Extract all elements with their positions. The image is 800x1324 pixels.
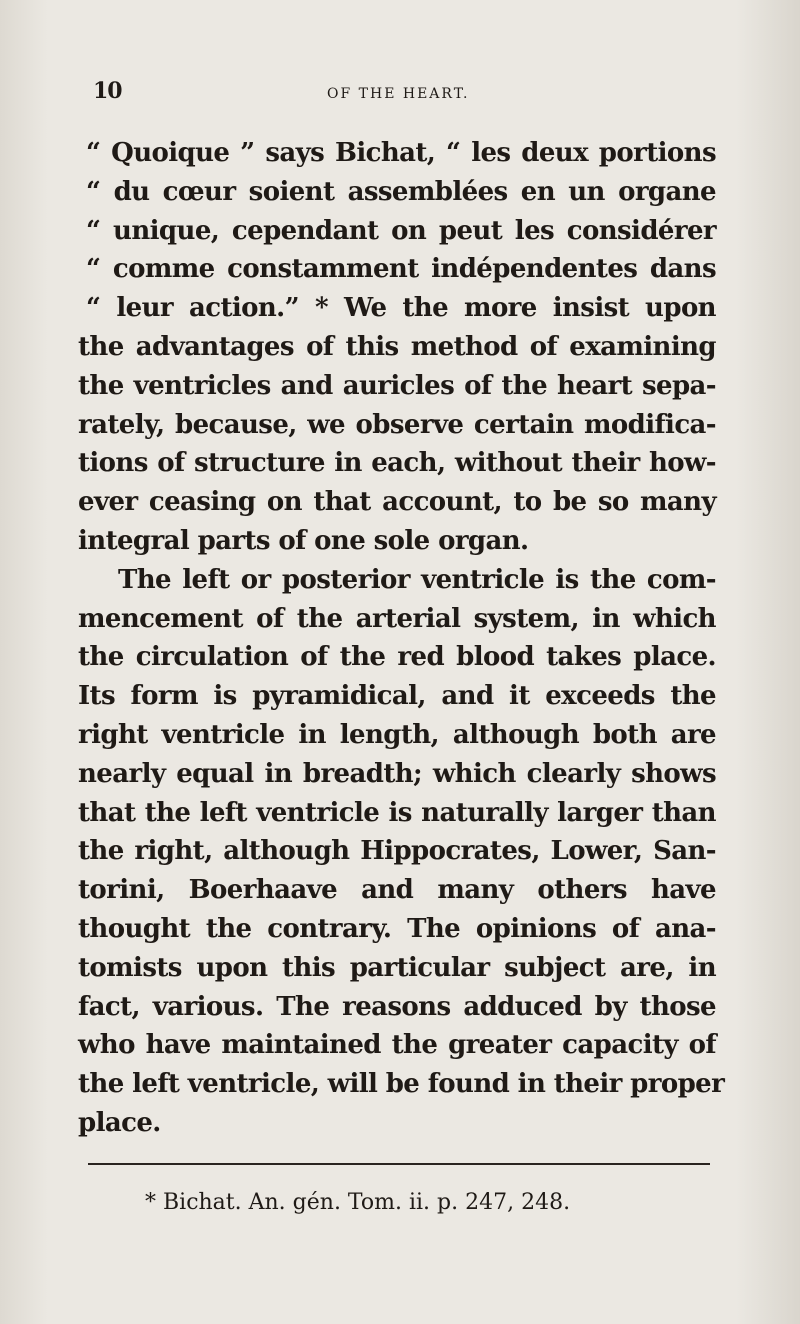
running-head: OF THE HEART. (327, 86, 470, 102)
text-line: the right, although Hippocrates, Lower, San- (78, 836, 716, 867)
body-text (78, 134, 725, 1143)
text-line: “ comme constamment indépendentes dans (86, 254, 716, 285)
text-line: place. (78, 1107, 161, 1138)
text-line: “ unique, cependant on peut les considérer (86, 215, 716, 246)
text-line: ever ceasing on that account, to be so many (78, 487, 716, 518)
text-line: mencement of the arterial system, in which (78, 603, 716, 634)
text-line: nearly equal in breadth; which clearly shows (78, 758, 716, 789)
text-line: fact, various. The reasons adduced by those (78, 991, 716, 1022)
text-line: the left ventricle, will be found in their proper (78, 1069, 725, 1100)
text-line: integral parts of one sole organ. (78, 525, 529, 556)
text-line: the circulation of the red blood takes place. (78, 642, 716, 673)
text-line: “ leur action.” * We the more insist upon (86, 293, 716, 324)
text-line: right ventricle in length, although both are (78, 719, 716, 750)
text-line: torini, Boerhaave and many others have (78, 875, 716, 906)
footnote-rule (88, 1163, 710, 1165)
text-line: the advantages of this method of examining (78, 331, 716, 362)
text-line: tions of structure in each, without their how- (78, 448, 716, 479)
page-header (93, 78, 713, 108)
text-line: “ du cœur soient assemblées en un organe (86, 176, 716, 207)
footnote: * Bichat. An. gén. Tom. ii. p. 247, 248. (145, 1190, 571, 1215)
text-line: tomists upon this particular subject are, in (78, 952, 716, 983)
text-line: Its form is pyramidical, and it exceeds the (78, 681, 716, 712)
text-line: who have maintained the greater capacity of (78, 1030, 716, 1061)
text-line: rately, because, we observe certain modifica- (78, 409, 716, 440)
text-line: The left or posterior ventricle is the com- (118, 564, 716, 595)
page-number: 10 (93, 78, 122, 104)
text-line: “ Quoique ” says Bichat, “ les deux portions (86, 138, 716, 168)
text-line: thought the contrary. The opinions of ana- (78, 913, 716, 944)
text-line: the ventricles and auricles of the heart sepa- (78, 370, 716, 401)
text-line: that the left ventricle is naturally larger than (78, 797, 716, 828)
